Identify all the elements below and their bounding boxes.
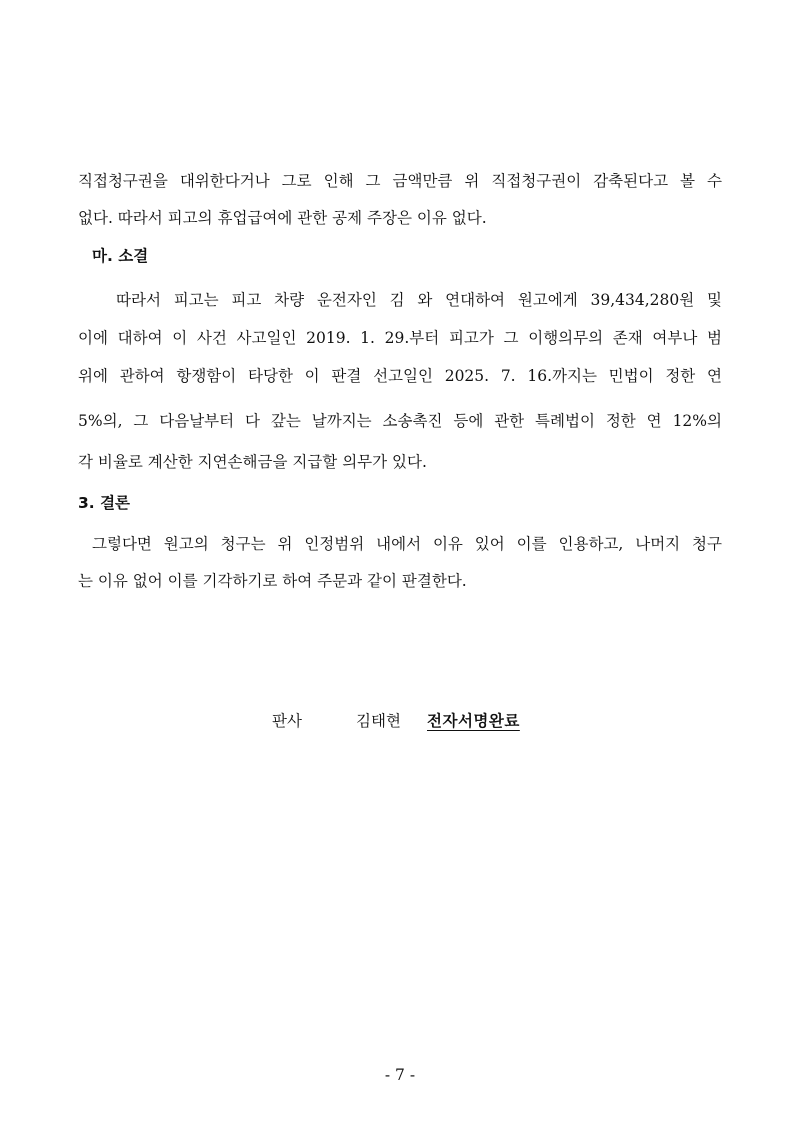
section-heading-conclusion-summary: 마. 소결 xyxy=(92,247,149,265)
electronic-signature-stamp: 전자서명완료 xyxy=(427,712,520,730)
body-line: 직접청구권을 대위한다거나 그로 인해 그 금액만큼 위 직접청구권이 감축된다고 볼 수 xyxy=(78,172,722,190)
body-line: 는 이유 없어 이를 기각하기로 하여 주문과 같이 판결한다. xyxy=(78,572,467,590)
body-line: 각 비율로 계산한 지연손해금을 지급할 의무가 있다. xyxy=(78,453,427,471)
page-number: - 7 - xyxy=(384,1066,416,1084)
body-line: 없다. 따라서 피고의 휴업급여에 관한 공제 주장은 이유 없다. xyxy=(78,209,487,227)
section-heading-conclusion: 3. 결론 xyxy=(78,494,131,512)
judge-name: 김태현 xyxy=(356,712,401,730)
body-line: 5%의, 그 다음날부터 다 갚는 날까지는 소송촉진 등에 관한 특례법이 정한 연 12%의 xyxy=(78,412,722,430)
body-line: 따라서 피고는 피고 차량 운전자인 김 와 연대하여 원고에게 39,434,280원 및 xyxy=(116,291,722,309)
body-line: 그렇다면 원고의 청구는 위 인정범위 내에서 이유 있어 이를 인용하고, 나머지 청구 xyxy=(92,535,722,553)
body-line: 이에 대하여 이 사건 사고일인 2019. 1. 29.부터 피고가 그 이행의무의 존재 여부나 범 xyxy=(78,329,722,347)
body-line: 위에 관하여 항쟁함이 타당한 이 판결 선고일인 2025. 7. 16.까지는 민법이 정한 연 xyxy=(78,367,722,385)
judge-title: 판사 xyxy=(272,712,302,730)
judge-signature-block xyxy=(0,709,800,733)
